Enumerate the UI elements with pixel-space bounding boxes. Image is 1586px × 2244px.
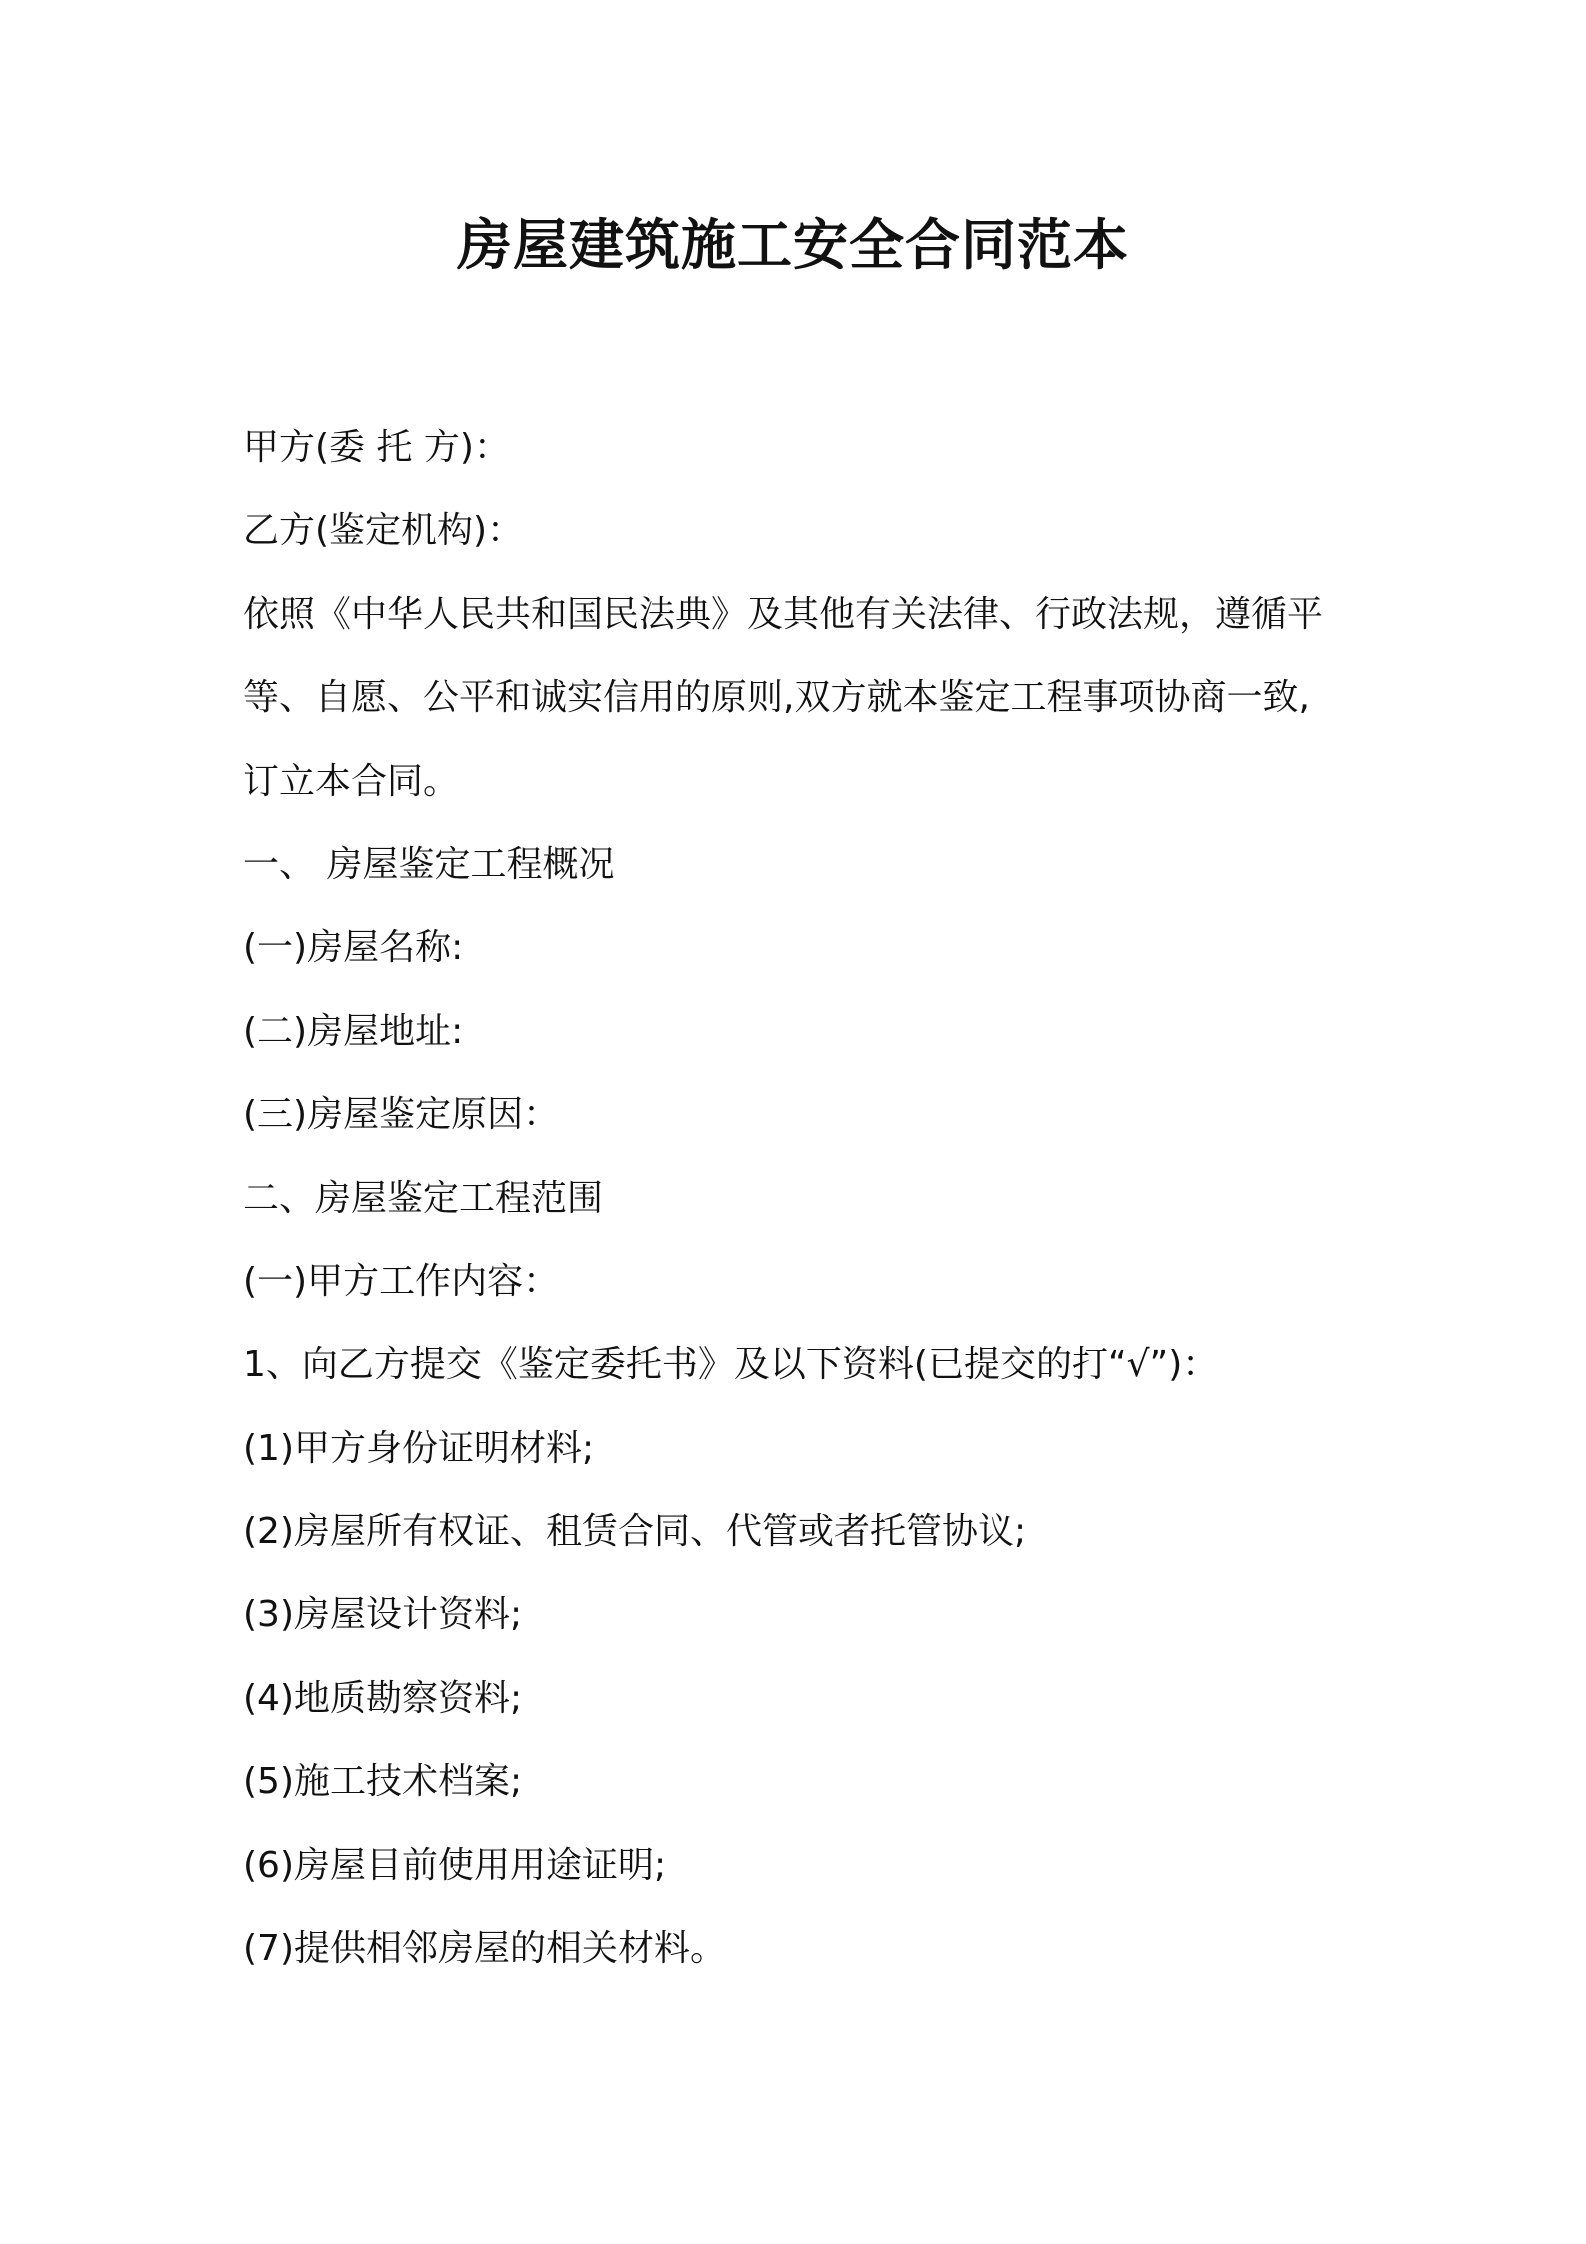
section-heading-1: 一、 房屋鉴定工程概况: [243, 843, 615, 885]
party-b-line: 乙方(鉴定机构)：: [243, 510, 524, 552]
section-heading-2: 二、房屋鉴定工程范围: [243, 1177, 604, 1219]
clause-house-address: (二)房屋地址:: [243, 1010, 464, 1052]
list-item-4: (4)地质勘察资料;: [243, 1677, 523, 1719]
document-title: 房屋建筑施工安全合同范本: [456, 213, 1129, 277]
preamble-line-1: 依照《中华人民共和国民法典》及其他有关法律、行政法规，遵循平: [243, 593, 1324, 635]
list-item-7: (7)提供相邻房屋的相关材料。: [243, 1928, 726, 1970]
clause-party-a-work: (一)甲方工作内容：: [243, 1260, 560, 1302]
document-body: [243, 406, 1363, 1990]
clause-appraisal-reason: (三)房屋鉴定原因：: [243, 1094, 560, 1136]
preamble-line-2: 等、自愿、公平和诚实信用的原则,双方就本鉴定工程事项协商一致,: [243, 677, 1310, 719]
preamble-line-3: 订立本合同。: [243, 760, 460, 802]
clause-house-name: (一)房屋名称:: [243, 927, 464, 969]
clause-submit-materials: 1、向乙方提交《鉴定委托书》及以下资料(已提交的打“√”)：: [243, 1344, 1219, 1386]
list-item-6: (6)房屋目前使用用途证明;: [243, 1844, 667, 1886]
list-item-5: (5)施工技术档案;: [243, 1761, 523, 1803]
list-item-3: (3)房屋设计资料;: [243, 1594, 523, 1636]
list-item-1: (1)甲方身份证明材料;: [243, 1427, 595, 1469]
party-a-line: 甲方(委 托 方)：: [243, 427, 510, 468]
list-item-2: (2)房屋所有权证、租赁合同、代管或者托管协议;: [243, 1511, 1027, 1553]
